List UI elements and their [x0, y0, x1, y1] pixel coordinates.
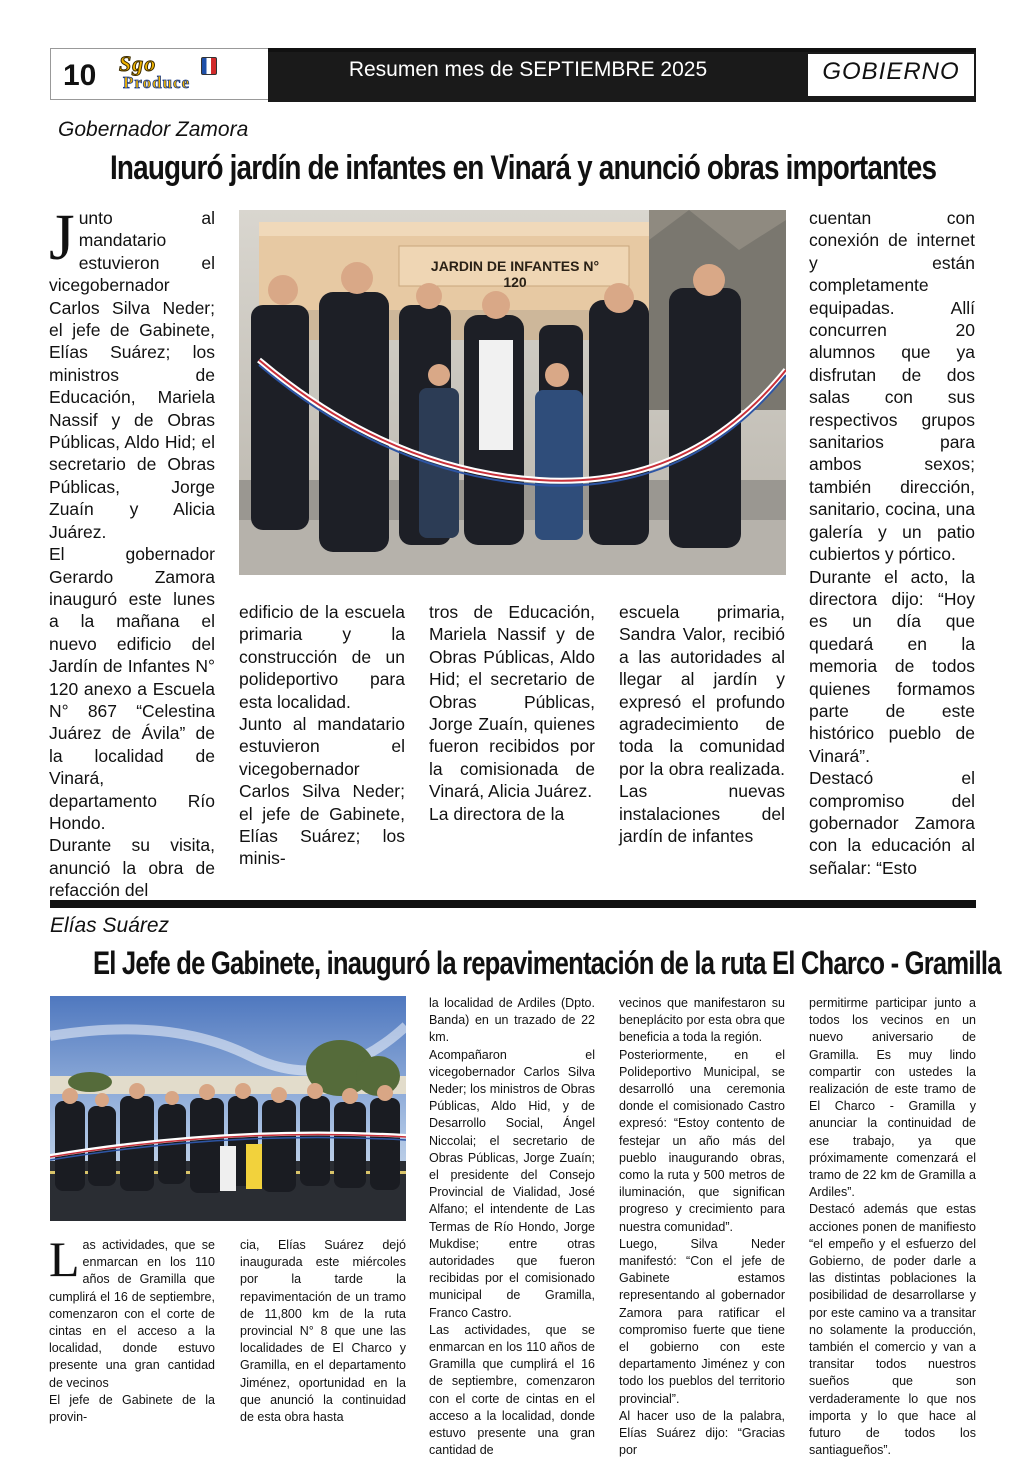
article2-column-2 — [240, 1237, 406, 1426]
article2-photo — [50, 996, 406, 1221]
article2-col5-p1: permitirme participar junto a todos los vecinos en un nuevo aniversario de Gramilla. Es muy lindo compartir con ustedes la realización de este tramo de El Charco - Gramilla y anunciar la continuidad de ese trabajo, ya que próximamente comenzará el tramo de 22 km de Gramilla a Ardiles”. — [809, 996, 976, 1200]
article1-col1-p3: Durante su visita, anunció la obra de refacción del — [49, 835, 215, 901]
article2-col1-p1: as actividades, que se enmarcan en los 110 años de Gramilla que cumplirá el 16 de septiembre, comenzaron con el corte de cintas en el acceso a la localidad, donde estuvo presente una gran cantidad de vecinos — [49, 1238, 215, 1390]
article1-col5-p1: cuentan con conexión de internet y están completamente equipadas. Allí concurren 20 alumnos que ya disfrutan de dos salas con sus respectivos grupos sanitarios para ambos sexos; también dirección, sanitario, cocina, una galería y un patio cubiertos y pórtico. — [809, 208, 975, 565]
header-bar — [268, 48, 976, 102]
article1-col5-p3: Destacó el compromiso del gobernador Zamora con la educación al señalar: “Esto — [809, 768, 975, 878]
article1-column-1 — [49, 201, 215, 902]
article2-headline: El Jefe de Gabinete, inauguró la repavimentación de la ruta El Charco - Gramilla — [93, 945, 1001, 981]
article1-col2-p2: Junto al mandatario estuvieron el vicegobernador Carlos Silva Neder; el jefe de Gabinete, Elías Suárez; los minis- — [239, 714, 405, 869]
article1-col5-p2: Durante el acto, la directora dijo: “Hoy es un día que quedará en la memoria de todos quienes formamos parte de este histórico pueblo de Vinará”. — [809, 566, 975, 766]
article2-col4-p2: Posteriormente, en el Polideportivo Municipal, se desarrolló una ceremonia donde el comisionado Castro expresó: “Estoy contento de festejar un año más del pueblo inaugurando obras, como la ruta y 500 metros de iluminación, que significan progreso y crecimiento para nuestra comunidad”. — [619, 1047, 785, 1234]
article1-col3-p2: La directora de la — [429, 803, 565, 824]
article1-col1-p1: unto al mandatario estuvieron el vicegobernador Carlos Silva Neder; el jefe de Gabinete, Elías Suárez; los ministros de Educación, Mariela Nassif y de Obras Públicas, Aldo Hid; el secretario de Obras Públicas, Jorge Zuaín y Alicia Juárez. — [49, 208, 215, 542]
road-ribbon-photo — [50, 996, 406, 1221]
article2-column-3 — [429, 995, 595, 1459]
page-number: 10 — [63, 59, 97, 92]
article1-col3-p1: tros de Educación, Mariela Nassif y de Obras Públicas, Aldo Hid; el secretario de Obras Públicas, Jorge Zuaín, quienes fueron recibidos por la comisionada de Vinará, Alicia Juárez. — [429, 602, 595, 802]
article2-col4-p3: Luego, Silva Neder manifestó: “Con el jefe de Gabinete estamos representando al gobernador Zamora para ratificar el compromiso fuerte que tiene el gobierno con este departamento Jiménez y con todo los pueblos del territorio provincial”. — [619, 1236, 785, 1406]
article2-column-1 — [49, 1231, 215, 1426]
logo-top-text: Sgo — [119, 51, 157, 76]
article2-column-4 — [619, 995, 785, 1459]
article1-photo — [239, 210, 786, 575]
article2-col2-p1: cia, Elías Suárez dejó inaugurada este miércoles por la tarde la repavimentación de un tramo de 11,800 km de la ruta provincial N° 8 que une las localidades de El Charco y Gramilla, en el departamento Jiménez, oportunidad en la que anunció la continuidad de esta obra hasta — [240, 1238, 406, 1425]
logo-flag-icon — [201, 57, 217, 75]
article1-col4-p1: escuela primaria, Sandra Valor, recibió a las autoridades al llegar al jardín y expresó el profundo agradecimiento de toda la comunidad por la obra realizada. Las nuevas instalaciones del jardín de infantes — [619, 602, 785, 847]
article1-column-3 — [429, 601, 595, 825]
article2-col3-p1: la localidad de Ardiles (Dpto. Banda) en un trazado de 22 km. — [429, 996, 595, 1045]
article2-col4-p4: Al hacer uso de la palabra, Elías Suárez dijo: “Gracias por — [619, 1408, 785, 1458]
photo-sign-text: JARDIN DE INFANTES N° 120 — [430, 258, 600, 290]
sgo-produce-logo — [117, 53, 263, 93]
issue-title: Resumen mes de SEPTIEMBRE 2025 — [348, 58, 708, 81]
article2-col5-p2: Destacó además que estas acciones ponen de manifiesto “el empeño y el esfuerzo del Gobierno, de poder darle a las distintas poblaciones la posibilidad de desarrollarse y por este camino va a transitar no solamente la producción, también el comercio y van a transitar todos nuestros sueños que son verdaderamente lo que nos importa y lo que hace al futuro de todos los santiagueños”. — [809, 1202, 976, 1458]
section-label: GOBIERNO — [822, 58, 960, 85]
article2-col3-p3: Las actividades, que se enmarcan en los 110 años de Gramilla que cumplirá el 16 de septiembre, comenzaron con el corte de cintas en el acceso a la localidad, donde estuvo presente una gran cantidad de — [429, 1322, 595, 1458]
article-divider — [50, 900, 976, 908]
article2-col3-p2: Acompañaron el vicegobernador Carlos Silva Neder; los ministros de Obras Públicas, Aldo Hid, y de Desarrollo Social, Ángel Niccolai; el secretario de Obras Públicas, Jorge Zuaín; el presidente del Consejo Provincial de Vialidad, José Alfano; el intendente de Las Termas de Río Hondo, Jorge Mukdise; entre otras autoridades que fueron recibidas por el comisionado municipal de Gramilla, Franco Castro. — [429, 1047, 595, 1320]
article1-column-4 — [619, 601, 785, 847]
article2-kicker: Elías Suárez — [50, 914, 170, 937]
logo-bottom-text: Produce — [123, 73, 191, 92]
article2-col1-p2: El jefe de Gabinete de la provin- — [49, 1392, 215, 1425]
article2-col4-p1: vecinos que manifestaron su beneplácito por esta obra que beneficia a toda la región. — [619, 996, 785, 1045]
article1-column-5 — [809, 207, 975, 879]
article1-headline: Inauguró jardín de infantes en Vinará y anunció obras importantes — [110, 149, 937, 187]
article2-column-5 — [809, 995, 976, 1459]
article1-col2-p1: edificio de la escuela primaria y la construcción de un polideportivo para esta localidad. — [239, 602, 405, 712]
article2-dropcap: L — [49, 1231, 80, 1287]
article1-col1-p2: El gobernador Gerardo Zamora inauguró este lunes a la mañana el nuevo edificio del Jardín de Infantes N° 120 anexo a Escuela N° 867 “Celestina Juárez de Ávila” de la localidad de Vinará, departamento Río Hondo. — [49, 544, 215, 833]
article1-column-2 — [239, 601, 405, 870]
header-brand-box — [50, 48, 270, 100]
article1-dropcap: J — [49, 201, 75, 274]
article1-kicker: Gobernador Zamora — [58, 118, 249, 141]
